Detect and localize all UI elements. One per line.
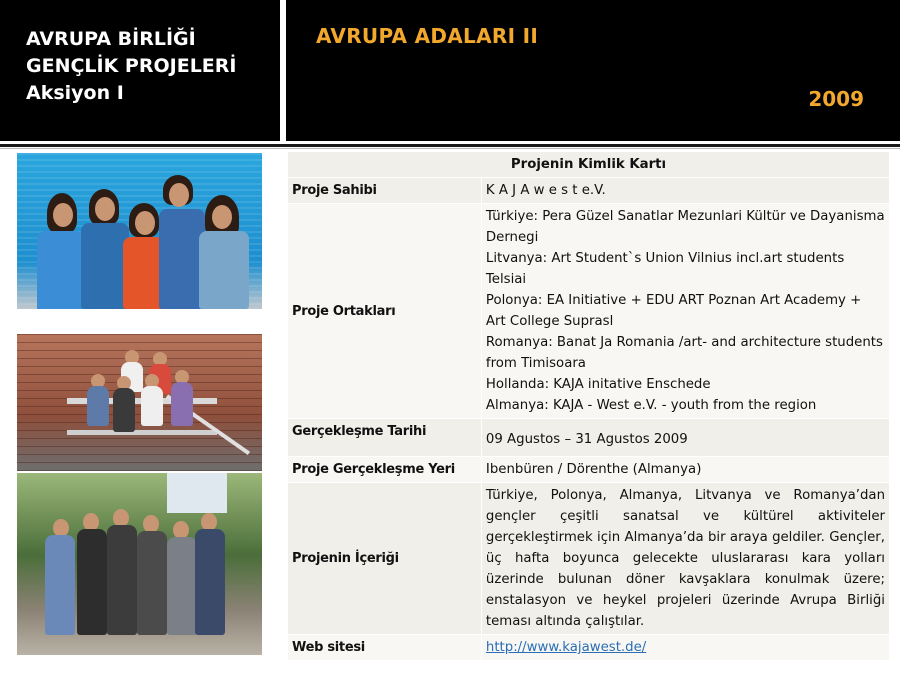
group-photo-blue-wall <box>17 153 262 309</box>
website-label: Web sitesi <box>288 635 482 661</box>
project-year: 2009 <box>808 87 864 111</box>
date-label: Gerçekleşme Tarihi <box>288 419 482 457</box>
content-row <box>288 483 890 635</box>
partner-item: Türkiye: Pera Güzel Sanatlar Mezunlari Kültür ve Dayanisma Dernegi <box>485 209 885 245</box>
project-identity-card <box>287 151 890 661</box>
date-row <box>288 419 890 457</box>
card-title: Projenin Kimlik Kartı <box>288 152 890 178</box>
owner-row <box>288 178 890 204</box>
partners-row <box>288 204 890 419</box>
partner-item: Romanya: Banat Ja Romania /art- and architecture students from Timisoara <box>485 335 883 371</box>
partner-item: Almanya: KAJA - West e.V. - youth from the region <box>485 398 817 413</box>
website-row <box>288 635 890 661</box>
website-link[interactable]: http://www.kajawest.de/ <box>485 640 647 655</box>
program-title <box>26 26 236 107</box>
content-value: Türkiye, Polonya, Almanya, Litvanya ve Romanya’dan gençler çeşitli sanatsal ve kültürel aktiviteler gerçekleştirmek için Almanya’da bir araya geldiler. Gençler, üç hafta boyunca gelecekte uluslararası kara yolları üzerinde bulunan döner kavşaklara konulmak üzere; enstalasyon ve heykel projeleri üzerinde Avrupa Birliği teması altında çalıştılar. <box>481 483 889 635</box>
program-title-line-1: AVRUPA BİRLİĞİ <box>26 28 196 50</box>
website-cell <box>481 635 889 661</box>
content-label: Projenin İçeriği <box>288 483 482 635</box>
date-value: 09 Agustos – 31 Agustos 2009 <box>481 419 889 457</box>
partner-item: Litvanya: Art Student`s Union Vilnius incl.art students Telsiai <box>485 251 845 287</box>
program-title-line-3: Aksiyon I <box>26 82 124 104</box>
partners-label: Proje Ortakları <box>288 204 482 419</box>
place-value: Ibenbüren / Dörenthe (Almanya) <box>481 457 889 483</box>
header-right-panel <box>286 0 900 141</box>
partner-item: Hollanda: KAJA initative Enschede <box>485 377 711 392</box>
partner-item: Polonya: EA Initiative + EDU ART Poznan Art Academy + Art College Suprasl <box>485 293 862 329</box>
owner-label: Proje Sahibi <box>288 178 482 204</box>
header-divider <box>0 144 900 147</box>
program-title-line-2: GENÇLİK PROJELERİ <box>26 55 237 77</box>
header-divider-thin <box>0 148 900 149</box>
group-photo-outdoors <box>17 473 262 655</box>
owner-value: K A J A w e s t e.V. <box>481 178 889 204</box>
place-row <box>288 457 890 483</box>
partners-list <box>481 204 889 419</box>
project-title: AVRUPA ADALARI II <box>316 24 539 48</box>
group-photo-staircase <box>17 334 262 471</box>
card-title-row <box>288 152 890 178</box>
place-label: Proje Gerçekleşme Yeri <box>288 457 482 483</box>
